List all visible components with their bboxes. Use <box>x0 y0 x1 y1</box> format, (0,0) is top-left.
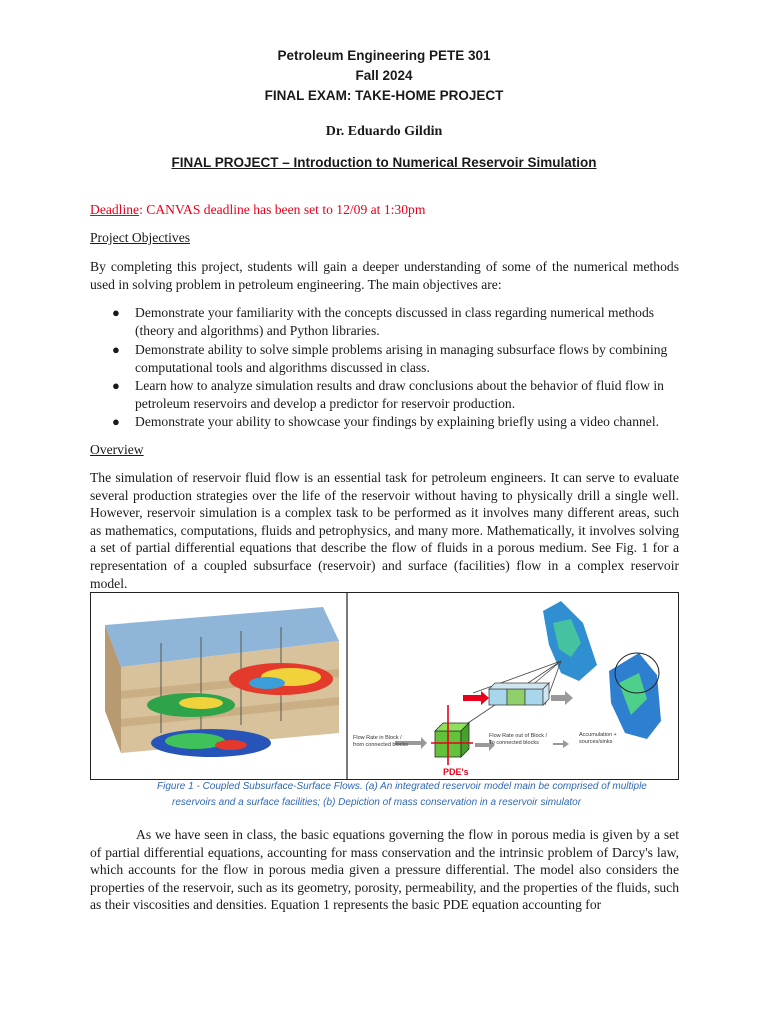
flow-out-label: Flow Rate out of Block / <box>489 733 548 739</box>
flow-in-label: Flow Rate in Block / <box>353 735 402 741</box>
overview-paragraph: The simulation of reservoir fluid flow is an essential task for petroleum engineers. It can serve to evaluate several production strategies over the life of the reservoir without having to physically drill a single well. However, reservoir simulation is a complex task to be performed as it involves many different areas, such as mathematics, computations, fluids and petrophysics, and many more. Mathematically, it involves solving a set of partial differential equations that describe the flow of fluids in a porous medium. See Fig. 1 for a representation of a coupled subsurface (reservoir) and surface (facilities) flow in a complex reservoir model. <box>90 470 679 591</box>
bullet-dot: ● <box>112 414 120 429</box>
overview-heading: Overview <box>90 442 144 457</box>
pdes-label: PDE's <box>443 767 469 777</box>
flow-in-label: from connected blocks <box>353 742 409 748</box>
accumulation-label: sources/sinks <box>579 739 613 745</box>
bullet-dot: ● <box>112 378 120 393</box>
deadline-text: : CANVAS deadline has been set to 12/09 at 1:30pm <box>139 202 426 217</box>
project-title: FINAL PROJECT – Introduction to Numerical Reservoir Simulation <box>171 155 597 170</box>
mass-conservation-diagram <box>353 601 661 777</box>
figure-caption-line-1: Figure 1 - Coupled Subsurface-Surface Flows. (a) An integrated reservoir model main be comprised of multiple <box>157 781 647 792</box>
deadline <box>90 201 679 219</box>
bullet-dot: ● <box>112 342 120 357</box>
objective-item: Demonstrate your familiarity with the concepts discussed in class regarding numerical methods (theory and algorithms) and Python libraries. <box>135 305 655 338</box>
bullet-dot: ● <box>112 305 120 320</box>
accumulation-label: Accumulation + <box>579 732 617 738</box>
term: Fall 2024 <box>355 68 413 83</box>
figure-caption-line-2: reservoirs and a surface facilities; (b) Depiction of mass conservation in a reservoir simulator <box>172 797 582 808</box>
deadline-label: Deadline <box>90 202 140 217</box>
figure-1 <box>90 592 679 780</box>
objective-item: Learn how to analyze simulation results and draw conclusions about the behavior of fluid flow in petroleum reservoirs and develop a predictor for reservoir production. <box>135 378 664 411</box>
objectives-intro: By completing this project, students will gain a deeper understanding of some of the numerical methods used in solving problem in petroleum engineering. The main objectives are: <box>90 259 679 292</box>
instructor: Dr. Eduardo Gildin <box>325 124 443 139</box>
objective-item: Demonstrate your ability to showcase your findings by explaining briefly using a video channel. <box>135 414 659 429</box>
course-title: Petroleum Engineering PETE 301 <box>277 48 491 63</box>
flow-out-label: To connected blocks <box>489 740 539 746</box>
objectives-heading: Project Objectives <box>90 230 191 245</box>
reservoir-model-image <box>97 595 343 777</box>
body-paragraph: As we have seen in class, the basic equations governing the flow in porous media is given by a set of partial differential equations, accounting for mass conservation and the intrinsic problem of Darcy's law, which accounts for the flow in porous media given a pressure differential. The model also considers the properties of the reservoir, such as its geometry, porosity, permeability, and the properties of the fluids, such as their viscosities and densities. Equation 1 represents the basic PDE equation accounting for <box>90 827 679 913</box>
objective-item: Demonstrate ability to solve simple problems arising in managing subsurface flows by combining computational tools and algorithms discussed in class. <box>135 342 668 375</box>
exam-title: FINAL EXAM: TAKE-HOME PROJECT <box>264 88 504 103</box>
